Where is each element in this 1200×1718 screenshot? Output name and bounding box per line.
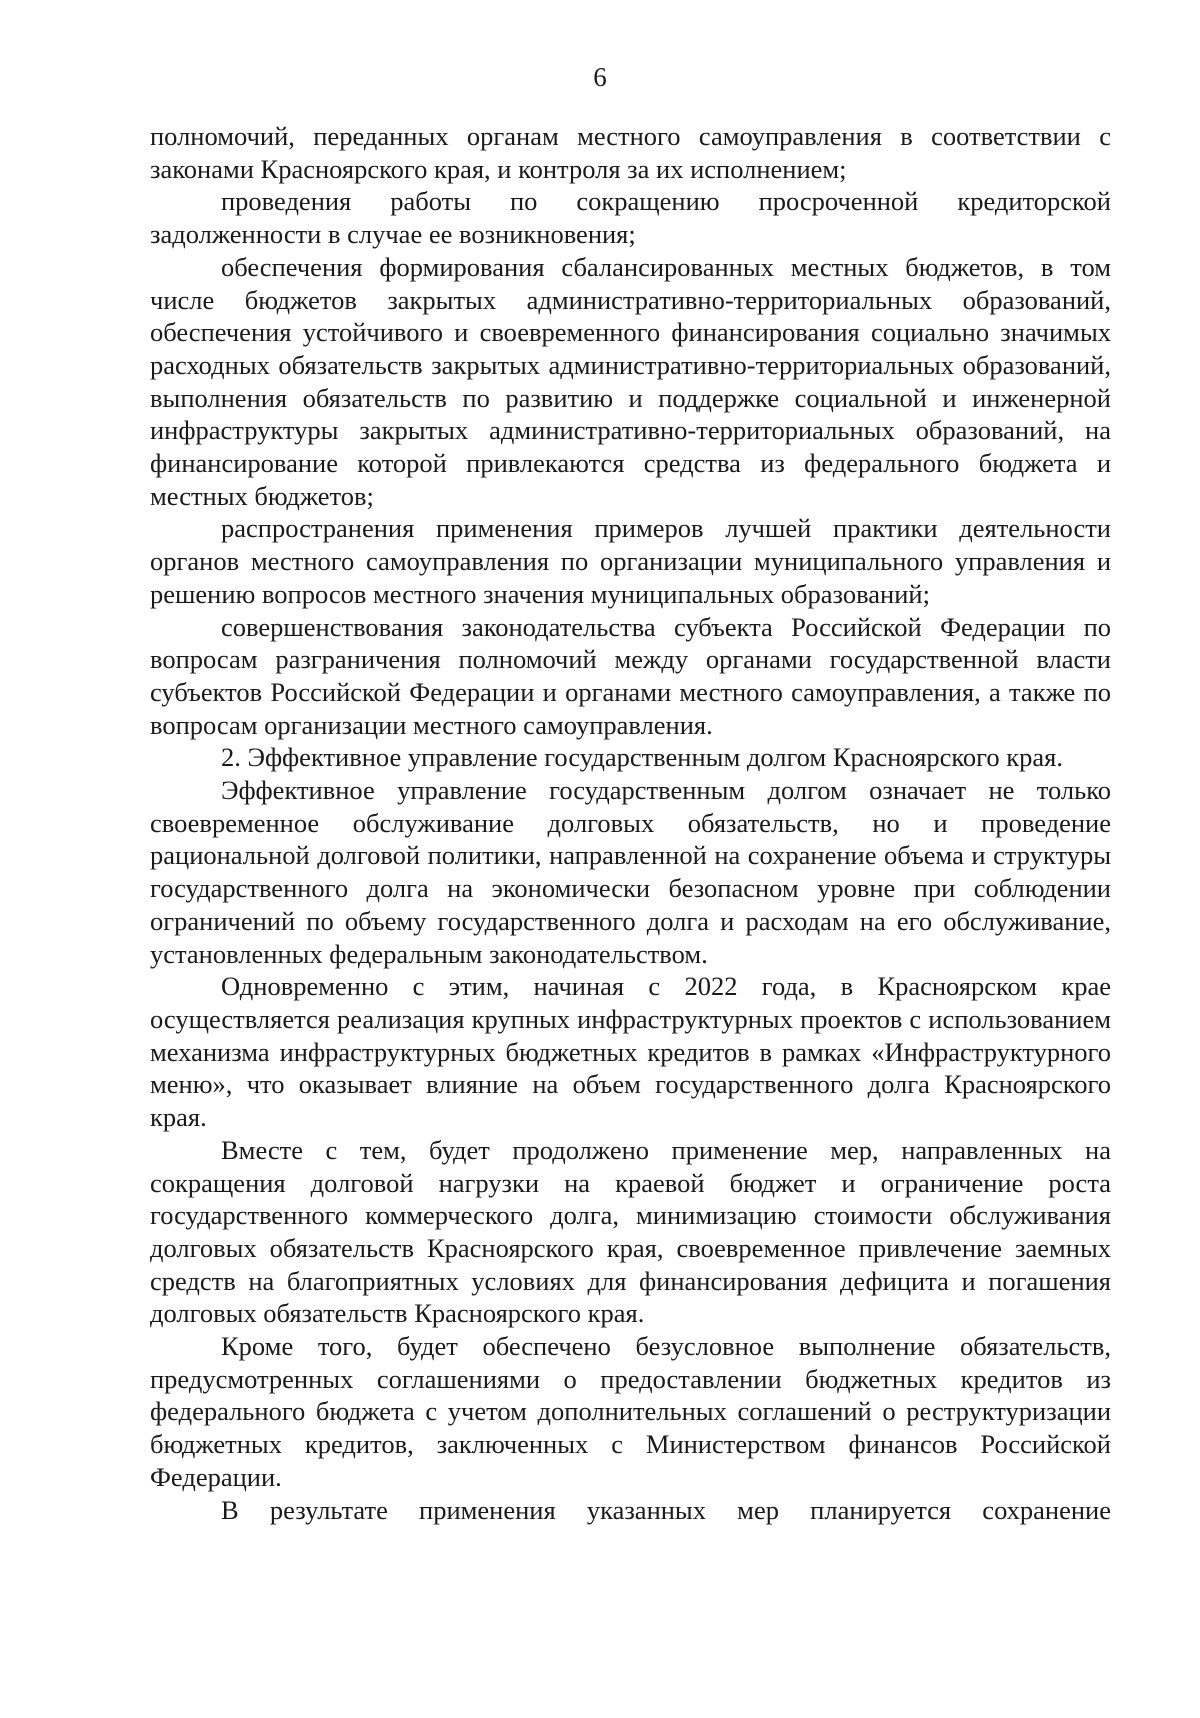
paragraph: распространения применения примеров лучшей практики деятельности органов местного самоуправления по организации муниципального управления и решению вопросов местного значения муниципальных образований; (150, 513, 1111, 609)
paragraph: Вместе с тем, будет продолжено применение мер, направленных на сокращения долговой нагрузки на краевой бюджет и ограничение роста государственного коммерческого долга, минимизацию стоимости обслуживания долговых обязательств Красноярского края, своевременное привлечение заемных средств на благоприятных условиях для финансирования дефицита и погашения долговых обязательств Красноярского края. (150, 1134, 1111, 1329)
paragraph: проведения работы по сокращению просроченной кредиторской задолженности в случае ее возникновения; (150, 186, 1111, 250)
section-heading: 2. Эффективное управление государственным долгом Красноярского края. (221, 742, 1063, 773)
page-number: 6 (593, 62, 607, 92)
paragraph: Одновременно с этим, начиная с 2022 года, в Красноярском крае осуществляется реализация крупных инфраструктурных проектов с использованием механизма инфраструктурных бюджетных кредитов в рамках «Инфраструктурного меню», что оказывает влияние на объем государственного долга Красноярского края. (150, 971, 1111, 1133)
paragraph: Эффективное управление государственным долгом означает не только своевременное обслуживание долговых обязательств, но и проведение рациональной долговой политики, направленной на сохранение объема и структуры государственного долга на экономически безопасном уровне при соблюдении ограничений по объему государственного долга и расходам на его обслуживание, установленных федеральным законодательством. (150, 775, 1111, 969)
paragraph: Кроме того, будет обеспечено безусловное выполнение обязательств, предусмотренных соглашениями о предоставлении бюджетных кредитов из федерального бюджета с учетом дополнительных соглашений о реструктуризации бюджетных кредитов, заключенных с Министерством финансов Российской Федерации. (150, 1331, 1111, 1492)
paragraph: обеспечения формирования сбалансированных местных бюджетов, в том числе бюджетов закрытых административно-территориальных образований, обеспечения устойчивого и своевременного финансирования социально значимых расходных обязательств закрытых административно-территориальных образований, выполнения обязательств по развитию и поддержке социальной и инженерной инфраструктуры закрытых административно-территориальных образований, на финансирование которой привлекаются средства из федерального бюджета и местных бюджетов; (150, 251, 1111, 511)
paragraph-truncated: В результате применения указанных мер планируется сохранение (221, 1494, 1111, 1525)
document-body (150, 120, 1111, 1526)
paragraph-continuation: полномочий, переданных органам местного самоуправления в соответствии с законами Красноярского края, и контроля за их исполнением; (150, 121, 1111, 184)
paragraph: совершенствования законодательства субъекта Российской Федерации по вопросам разграничения полномочий между органами государственной власти субъектов Российской Федерации и органами местного самоуправления, а также по вопросам организации местного самоуправления. (150, 611, 1111, 740)
